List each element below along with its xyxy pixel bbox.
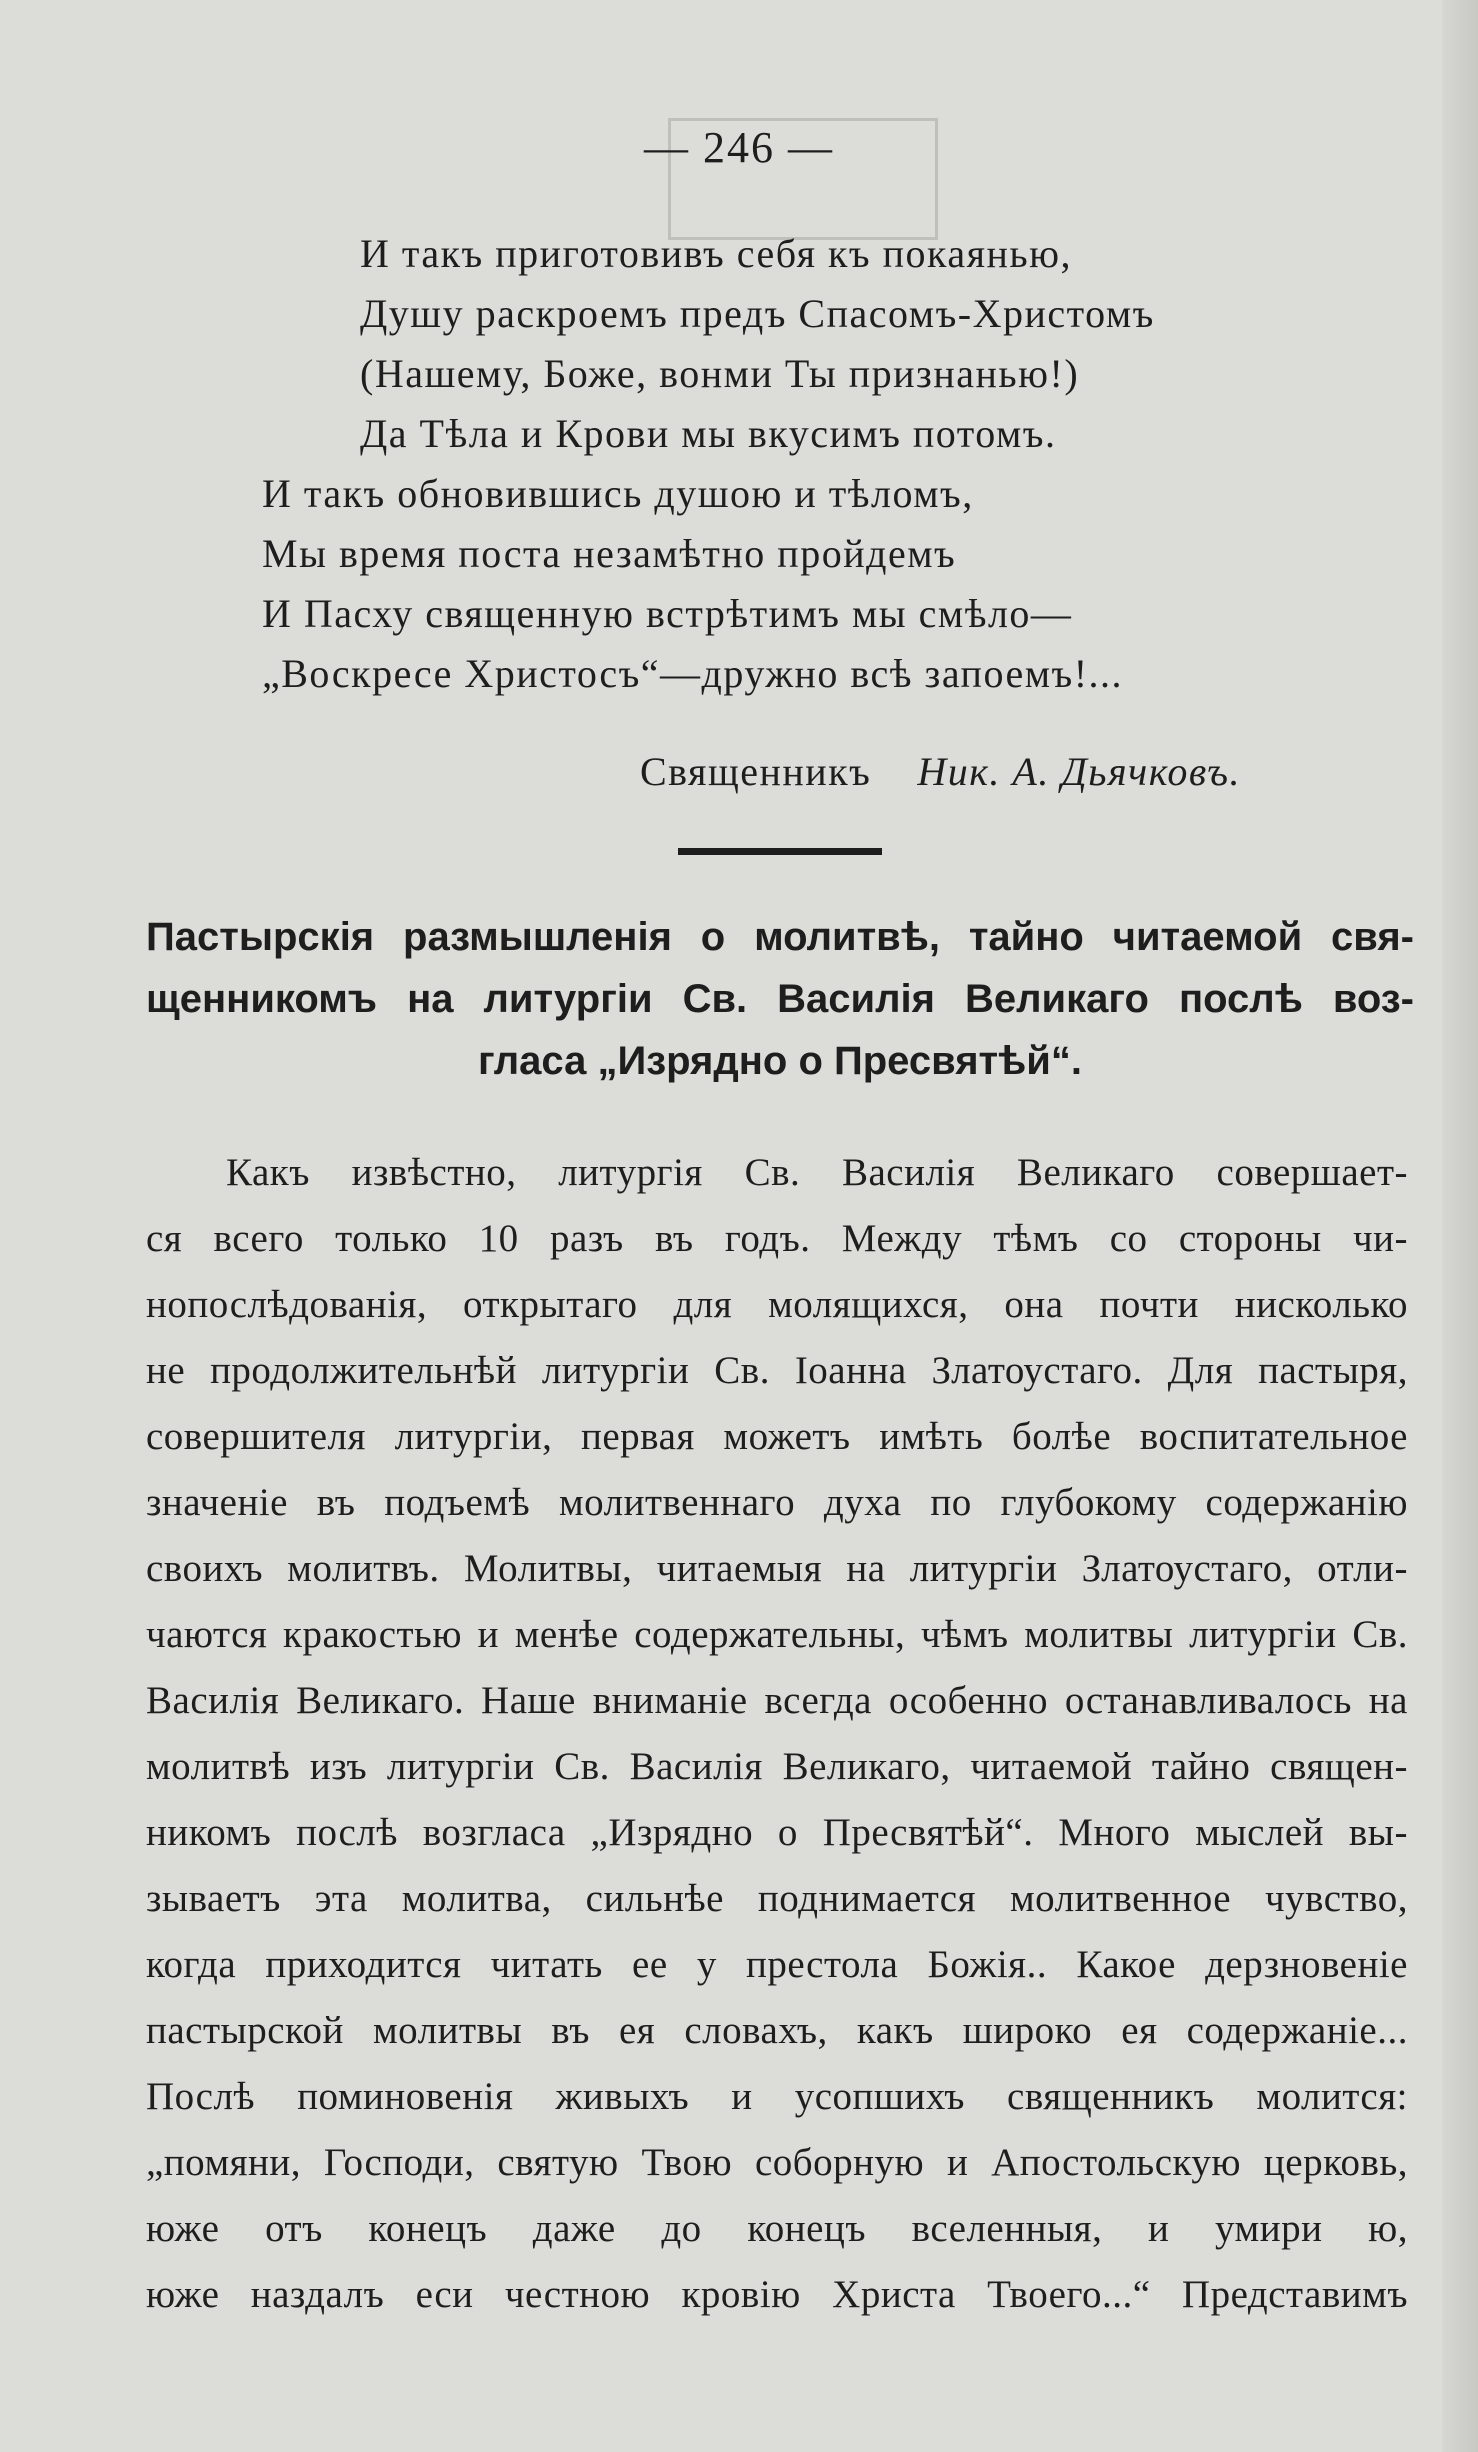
body-line: пастырской молитвы въ ея словахъ, какъ широко ея содержаніе... xyxy=(146,2009,1408,2052)
body-line: ся всего только 10 разъ въ годъ. Между тѣмъ со стороны чи- xyxy=(146,1217,1408,1260)
poem-line: „Воскресе Христосъ“—дружно всѣ запоемъ!... xyxy=(262,651,1124,696)
body-line: совершителя литургіи, первая можетъ имѣть болѣе воспитательное xyxy=(146,1415,1408,1458)
signature-author: Ник. А. Дьячковъ. xyxy=(917,749,1241,794)
body-line: молитвѣ изъ литургіи Св. Василія Великаго, читаемой тайно священ- xyxy=(146,1745,1408,1788)
body-line: значеніе въ подъемѣ молитвеннаго духа по глубокому содержанію xyxy=(146,1481,1408,1524)
poem-line: Да Тѣла и Крови мы вкусимъ потомъ. xyxy=(360,411,1057,456)
body-line: юже наздалъ еси честною кровію Христа Твоего...“ Представимъ xyxy=(146,2273,1408,2316)
body-line: Послѣ поминовенія живыхъ и усопшихъ священникъ молится: xyxy=(146,2075,1408,2118)
body-line: Василія Великаго. Наше вниманіе всегда особенно останавливалось на xyxy=(146,1679,1408,1722)
body-line: нопослѣдованія, открытаго для молящихся, она почти нисколько xyxy=(146,1283,1408,1326)
signature-title: Священникъ xyxy=(640,749,872,794)
title-line: Пастырскія размышленія о молитвѣ, тайно читаемой свя- xyxy=(146,915,1414,959)
poem-line: И Пасху священную встрѣтимъ мы смѣло— xyxy=(262,591,1073,636)
poem-line: И такъ приготовивъ себя къ покаянью, xyxy=(360,231,1073,276)
poem-line: Мы время поста незамѣтно пройдемъ xyxy=(262,531,957,576)
body-line: зываетъ эта молитва, сильнѣе поднимается молитвенное чувство, xyxy=(146,1877,1408,1920)
poem-line: И такъ обновившись душою и тѣломъ, xyxy=(262,471,974,516)
body-line: никомъ послѣ возгласа „Изрядно о Пресвятѣй“. Много мыслей вы- xyxy=(146,1811,1408,1854)
body-line: юже отъ конецъ даже до конецъ вселенныя, и умири ю, xyxy=(146,2207,1408,2250)
title-line: щенникомъ на литургіи Св. Василія Великаго послѣ воз- xyxy=(146,977,1414,1021)
body-line: чаются кракостью и менѣе содержательны, чѣмъ молитвы литургіи Св. xyxy=(146,1613,1408,1656)
body-line: Какъ извѣстно, литургія Св. Василія Великаго совершает- xyxy=(226,1151,1408,1194)
body-line: когда приходится читать ее у престола Божія.. Какое дерзновеніе xyxy=(146,1943,1408,1986)
body-line: не продолжительнѣй литургіи Св. Іоанна Златоустаго. Для пастыря, xyxy=(146,1349,1408,1392)
poem-line: Душу раскроемъ предъ Спасомъ-Христомъ xyxy=(360,291,1155,336)
separator-rule xyxy=(678,848,882,855)
title-line: гласа „Изрядно о Пресвятѣй“. xyxy=(478,1039,1082,1083)
page-edge xyxy=(1442,0,1478,2452)
poem-line: (Нашему, Боже, вонми Ты признанью!) xyxy=(360,351,1080,396)
body-line: „помяни, Господи, святую Твою соборную и Апостольскую церковь, xyxy=(146,2141,1408,2184)
page-number: — 246 — xyxy=(644,123,834,172)
body-line: своихъ молитвъ. Молитвы, читаемыя на литургіи Златоустаго, отли- xyxy=(146,1547,1408,1590)
signature xyxy=(640,748,1241,795)
